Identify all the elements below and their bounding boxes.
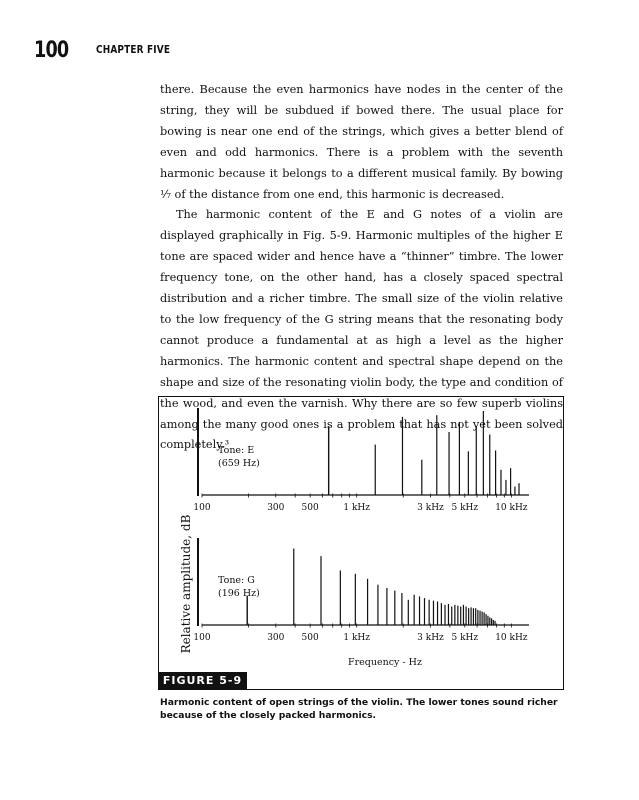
x-tick-label: 300	[267, 503, 285, 513]
figure-label: FIGURE 5-9	[158, 672, 247, 690]
x-tick-label: 3 kHz	[417, 503, 444, 513]
y-axis-label: Relative amplitude, dB	[179, 514, 193, 654]
chapter-heading: CHAPTER FIVE	[96, 44, 171, 56]
x-tick-label: 500	[301, 633, 319, 643]
x-tick-label: 5 kHz	[451, 503, 479, 513]
x-tick-label: 300	[267, 633, 285, 643]
paragraph-2: The harmonic content of the E and G notes of a violin are displayed graphically in Fig. 5-9. Harmonic multiples of the higher E tone are spaced wider and hence have a “thinner” timbre. The lower frequency tone, on the other hand, has a closely spaced spectral distribution and a richer timbre. The small size of the violin relative to the low frequency of the G string means that the resonating body cannot produce a fundamental at as high a level as the higher harmonics. The harmonic content and spectral shape depend on the shape and size of the resonating violin body, the type and condition of the wood, and even the varnish. Why there are so few superb violins among the many good ones is a problem that has not yet been solved completely.³	[160, 208, 563, 452]
page-number: 100	[34, 38, 69, 63]
x-tick-label: 1 kHz	[343, 503, 371, 513]
x-tick-label: 100	[193, 503, 211, 513]
x-tick-label: 10 kHz	[495, 503, 528, 513]
tone-label: Tone: E	[218, 445, 255, 456]
figure-5-9	[158, 396, 564, 690]
x-tick-label: 3 kHz	[417, 633, 444, 643]
x-tick-label: 1 kHz	[343, 633, 371, 643]
x-tick-label: 10 kHz	[495, 633, 528, 643]
x-tick-label: 500	[301, 503, 319, 513]
x-axis-label: Frequency - Hz	[348, 657, 422, 668]
x-tick-label: 5 kHz	[451, 633, 479, 643]
tone-label: Tone: G	[218, 575, 255, 586]
figure-caption: Harmonic content of open strings of the violin. The lower tones sound richer because of the closely packed harmonics.	[160, 697, 558, 721]
paragraph-1: there. Because the even harmonics have nodes in the center of the string, they will be subdued if bowed there. The usual place for bowing is near one end of the strings, which gives a better blend of even and odd harmonics. There is a problem with the seventh harmonic because it belongs to a different musical family. By bowing ¹⁄₇ of the distance from one end, this harmonic is decreased.	[160, 83, 563, 201]
x-tick-label: 100	[193, 633, 211, 643]
harmonic-spectra-chart	[159, 397, 565, 691]
tone-frequency: (659 Hz)	[218, 458, 260, 469]
tone-frequency: (196 Hz)	[218, 588, 260, 599]
